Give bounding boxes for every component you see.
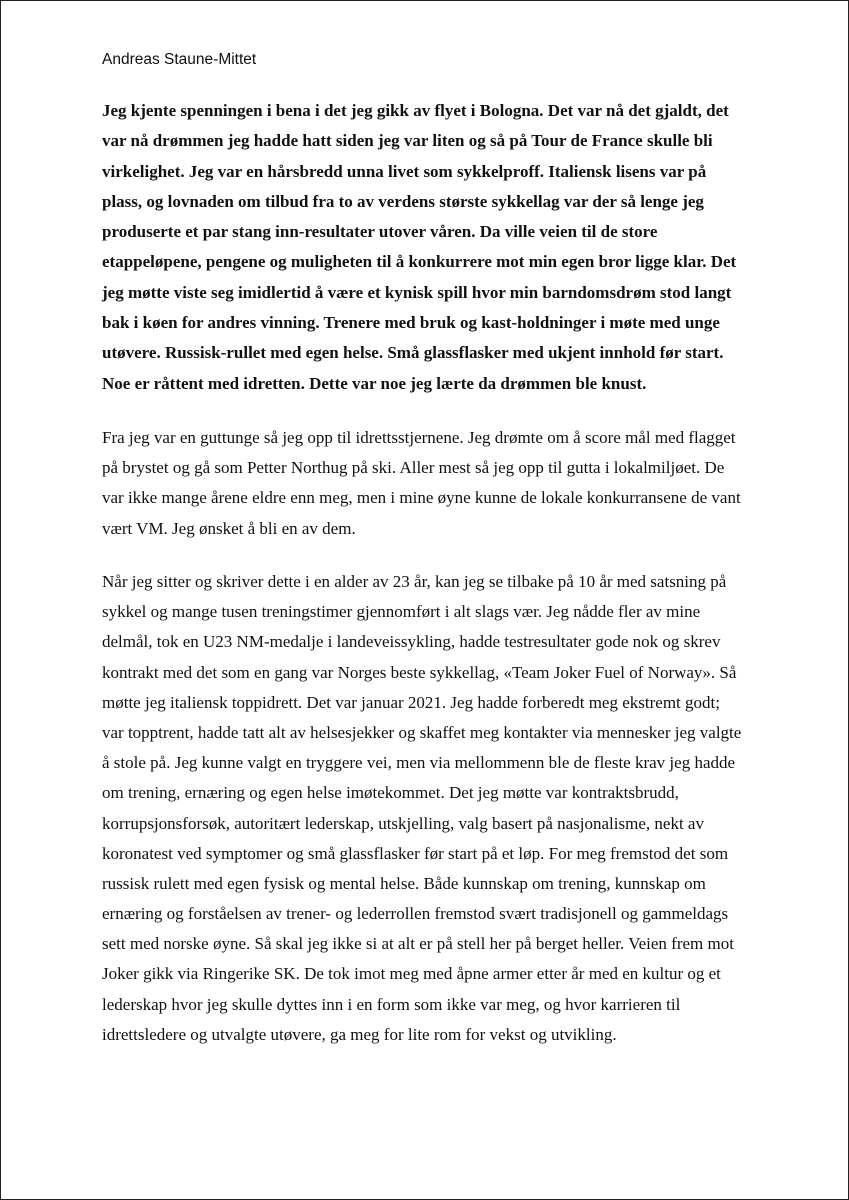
text-line: på brystet og gå som Petter Northug på ski. Aller mest så jeg opp til gutta i lokalmiljøet. De [102,458,725,478]
text-line: var topptrent, hadde tatt alt av helsesjekker og skaffet meg kontakter via mennesker jeg valgte [102,722,742,742]
text-line: ernæring og forståelsen av trener- og lederrollen fremstod svært tradisjonell og gammeldags [102,904,729,924]
text-line: å stole på. Jeg kunne valgt en tryggere vei, men via mellommenn ble de fleste krav jeg hadde [102,753,736,773]
text-line: delmål, tok en U23 NM-medalje i landeveissykling, hadde testresultater gode nok og skrev [102,632,721,652]
text-line: russisk rulett med egen fysisk og mental helse. Både kunnskap om trening, kunnskap om [102,873,706,893]
text-line: var nå drømmen jeg hadde hatt siden jeg var liten og så på Tour de France skulle bli [102,131,713,151]
text-line: var ikke mange årene eldre enn meg, men i mine øyne kunne de lokale konkurransene de vant [102,488,741,508]
text-line: korrupsjonsforsøk, autoritært lederskap, utskjelling, valg basert på nasjonalisme, nekt av [102,813,704,833]
text-line: Noe er råttent med idretten. Dette var noe jeg lærte da drømmen ble knust. [102,373,647,393]
text-line: plass, og lovnaden om tilbud fra to av verdens største sykkellag var der så lenge jeg [102,191,704,211]
text-line: sett med norske øyne. Så skal jeg ikke si at alt er på stell her på berget heller. Veien frem mot [102,934,734,954]
text-line: vært VM. Jeg ønsket å bli en av dem. [102,518,356,538]
text-line: etappeløpene, pengene og muligheten til å konkurrere mot min egen bror ligge klar. Det [102,252,737,272]
text-line: lederskap hvor jeg skulle dyttes inn i en form som ikke var meg, og hvor karrieren til [102,994,681,1014]
text-line: møtte jeg italiensk toppidrett. Det var januar 2021. Jeg hadde forberedt meg ekstremt godt; [102,692,720,712]
text-line: koronatest ved symptomer og små glassflasker før start på et løp. For meg fremstod det som [102,843,729,863]
body-paragraph-childhood [102,423,741,544]
text-line: kontrakt med det som en gang var Norges beste sykkellag, «Team Joker Fuel of Norway». Så [102,662,737,682]
author-name: Andreas Staune-Mittet [102,51,257,68]
text-line: Jeg kjente spenningen i bena i det jeg gikk av flyet i Bologna. Det var nå det gjaldt, det [102,101,729,120]
text-line: Fra jeg var en guttunge så jeg opp til idrettsstjernene. Jeg drømte om å score mål med flagget [102,428,736,447]
text-line: Når jeg sitter og skriver dette i en alder av 23 år, kan jeg se tilbake på 10 år med satsning på [102,572,727,591]
text-line: utøvere. Russisk-rullet med egen helse. Små glassflasker med ukjent innhold før start. [102,343,724,363]
text-line: virkelighet. Jeg var en hårsbredd unna livet som sykkelproff. Italiensk lisens var på [102,161,707,181]
intro-paragraph [102,96,736,399]
text-line: sykkel og mange tusen treningstimer gjennomført i alt slags vær. Jeg nådde fler av mine [102,602,701,622]
text-line: jeg møtte viste seg imidlertid å være et kynisk spill hvor min barndomsdrøm stod langt [102,282,732,302]
text-line: produserte et par stang inn-resultater utover våren. Da ville veien til de store [102,222,658,242]
text-line: bak i køen for andres vinning. Trenere med bruk og kast-holdninger i møte med unge [102,313,720,333]
text-line: om trening, ernæring og egen helse imøtekommet. Det jeg møtte var kontraktsbrudd, [102,783,679,803]
text-line: idrettsledere og utvalgte utøvere, ga meg for lite rom for vekst og utvikling. [102,1024,617,1044]
text-line: Joker gikk via Ringerike SK. De tok imot meg med åpne armer etter år med en kultur og et [102,964,721,984]
body-paragraph-career [102,567,741,1050]
